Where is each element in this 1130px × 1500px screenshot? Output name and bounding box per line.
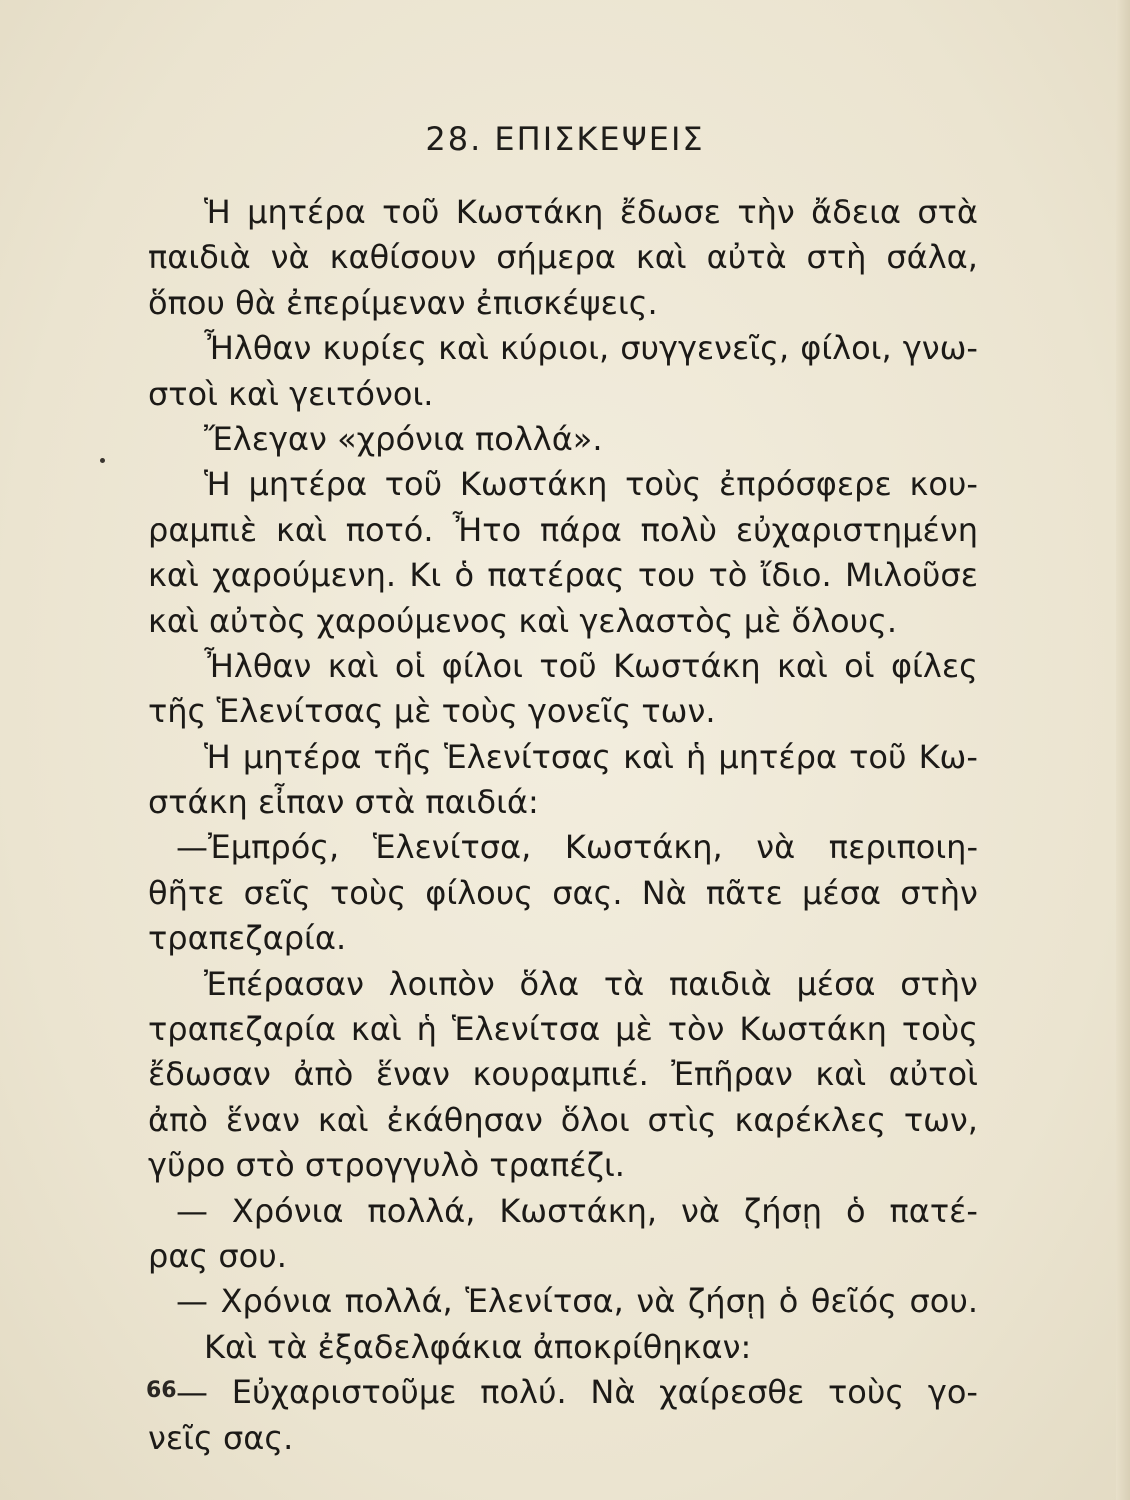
text-line: καὶ αὐτὸς χαρούμενος καὶ γελαστὸς μὲ ὅλους. [148, 601, 898, 640]
dialogue-line: — Χρόνια πολλά, Κωστάκη, νὰ ζήσῃ ὁ πατέ- [176, 1191, 978, 1230]
text-line: ρας σου. [148, 1236, 287, 1275]
text-line: ὅπου θὰ ἐπερίμεναν ἐπισκέψεις. [148, 283, 658, 322]
text-line: τραπεζαρία καὶ ἡ Ἑλενίτσα μὲ τὸν Κωστάκη τοὺς [148, 1010, 978, 1049]
dialogue-line: — Εὐχαριστοῦμε πολύ. Νὰ χαίρεσθε τοὺς γο- [176, 1373, 978, 1412]
text-line: ἔδωσαν ἀπὸ ἕναν κουραμπιέ. Ἐπῆραν καὶ αὐτοὶ [148, 1055, 978, 1094]
text-line: Ἐπέρασαν λοιπὸν ὅλα τὰ παιδιὰ μέσα στὴν [204, 964, 978, 1003]
text-line: Ἔλεγαν «χρόνια πολλά». [204, 419, 603, 458]
chapter-title: 28. ΕΠΙΣΚΕΨΕΙΣ [425, 120, 705, 158]
text-line: στοὶ καὶ γειτόνοι. [148, 374, 434, 413]
text-line: ἀπὸ ἕναν καὶ ἐκάθησαν ὅλοι στὶς καρέκλες των, [148, 1100, 978, 1139]
text-line: νεῖς σας. [148, 1418, 294, 1457]
text-line: καὶ χαρούμενη. Κι ὁ πατέρας του τὸ ἴδιο. Μιλοῦσε [148, 556, 978, 595]
text-line: στάκη εἶπαν στὰ παιδιά: [148, 783, 539, 822]
dialogue-line: —Ἐμπρός, Ἑλενίτσα, Κωστάκη, νὰ περιποιη- [176, 828, 978, 867]
text-line: ραμπιὲ καὶ ποτό. Ἦτο πάρα πολὺ εὐχαριστημένη [148, 510, 978, 549]
text-line: Ἡ μητέρα τοῦ Κωστάκη ἔδωσε τὴν ἄδεια στὰ [204, 193, 978, 231]
page-number: 66 [146, 1378, 177, 1403]
text-line: Ἡ μητέρα τοῦ Κωστάκη τοὺς ἐπρόσφερε κου- [204, 465, 978, 504]
print-speck [100, 458, 105, 463]
text-line: παιδιὰ νὰ καθίσουν σήμερα καὶ αὐτὰ στὴ σάλα, [148, 238, 978, 277]
text-line: τραπεζαρία. [148, 919, 347, 958]
text-line: γῦρο στὸ στρογγυλὸ τραπέζι. [148, 1146, 625, 1185]
text-line: θῆτε σεῖς τοὺς φίλους σας. Νὰ πᾶτε μέσα στὴν [148, 873, 978, 912]
text-line: τῆς Ἑλενίτσας μὲ τοὺς γονεῖς των. [148, 692, 716, 731]
text-line: Ἡ μητέρα τῆς Ἑλενίτσας καὶ ἡ μητέρα τοῦ Κω- [204, 737, 978, 776]
text-line: Ἦλθαν κυρίες καὶ κύριοι, συγγενεῖς, φίλοι, γνω- [204, 329, 978, 368]
page-edge [1116, 0, 1130, 1500]
text-line: Καὶ τὰ ἐξαδελφάκια ἀποκρίθηκαν: [204, 1327, 752, 1366]
text-line: Ἦλθαν καὶ οἱ φίλοι τοῦ Κωστάκη καὶ οἱ φίλες [204, 646, 978, 685]
chapter-text [148, 190, 978, 1461]
dialogue-line: — Χρόνια πολλά, Ἑλενίτσα, νὰ ζήσῃ ὁ θεῖός σου. [176, 1282, 978, 1321]
